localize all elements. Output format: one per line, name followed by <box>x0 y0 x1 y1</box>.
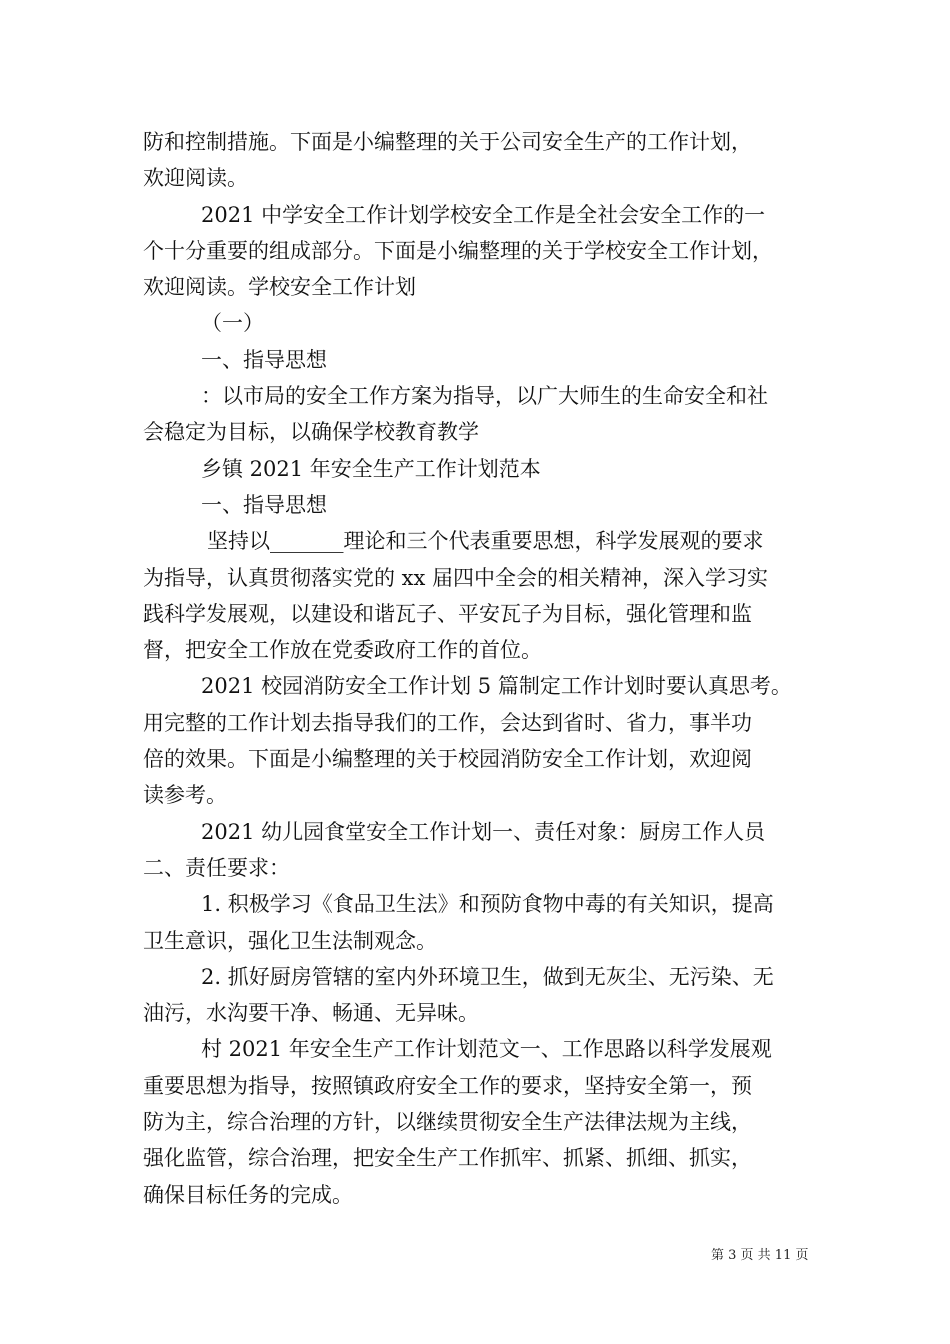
text-line: 防和控制措施。下面是小编整理的关于公司安全生产的工作计划， <box>143 130 752 154</box>
text-line: 2021 中学安全工作计划学校安全工作是全社会安全工作的一 <box>201 202 766 227</box>
text-line: 2021 幼儿园食堂安全工作计划一、责任对象：厨房工作人员 <box>201 819 766 844</box>
text-line: 2021 校园消防安全工作计划 5 篇制定工作计划时要认真思考。 <box>201 674 792 699</box>
text-line: 1. 积极学习《食品卫生法》和预防食物中毒的有关知识，提高 <box>201 892 774 917</box>
page-number-footer: 第 3 页 共 11 页 <box>711 1248 809 1263</box>
text-line: 防为主，综合治理的方针，以继续贯彻安全生产法律法规为主线， <box>143 1110 752 1135</box>
text-line: 督，把安全工作放在党委政府工作的首位。 <box>143 638 542 663</box>
text-line: 2. 抓好厨房管辖的室内外环境卫生，做到无灰尘、无污染、无 <box>201 964 774 989</box>
text-line: 用完整的工作计划去指导我们的工作，会达到省时、省力，事半功 <box>143 710 752 735</box>
text-line: 一、指导思想 <box>201 347 327 372</box>
text-line: 卫生意识，强化卫生法制观念。 <box>143 928 437 953</box>
text-line: 确保目标任务的完成。 <box>143 1182 353 1207</box>
text-line: 坚持以_______理论和三个代表重要思想，科学发展观的要求 <box>207 529 764 554</box>
text-line: 二、责任要求： <box>143 855 290 880</box>
document-body <box>143 124 813 1213</box>
text-line: 读参考。 <box>143 783 227 808</box>
text-line: 践科学发展观，以建设和谐瓦子、平安瓦子为目标，强化管理和监 <box>143 601 752 626</box>
text-line: 重要思想为指导，按照镇政府安全工作的要求，坚持安全第一，预 <box>143 1073 752 1098</box>
text-line: ：以市局的安全工作方案为指导，以广大师生的生命安全和社 <box>201 384 768 409</box>
text-line: 强化监管，综合治理，把安全生产工作抓牢、抓紧、抓细、抓实， <box>143 1146 752 1171</box>
text-line: （一） <box>201 311 264 336</box>
text-line: 为指导，认真贯彻落实党的 xx 届四中全会的相关精神，深入学习实 <box>143 565 769 590</box>
text-line: 倍的效果。下面是小编整理的关于校园消防安全工作计划，欢迎阅 <box>143 747 752 772</box>
text-line: 村 2021 年安全生产工作计划范文一、工作思路以科学发展观 <box>201 1037 772 1062</box>
text-line: 欢迎阅读。 <box>143 166 248 191</box>
text-line: 一、指导思想 <box>201 492 327 517</box>
text-line: 欢迎阅读。学校安全工作计划 <box>143 275 416 300</box>
text-line: 乡镇 2021 年安全生产工作计划范本 <box>201 456 541 481</box>
text-line: 个十分重要的组成部分。下面是小编整理的关于学校安全工作计划， <box>143 238 773 263</box>
text-line: 油污，水沟要干净、畅通、无异味。 <box>143 1001 479 1026</box>
text-line: 会稳定为目标，以确保学校教育教学 <box>143 420 479 445</box>
